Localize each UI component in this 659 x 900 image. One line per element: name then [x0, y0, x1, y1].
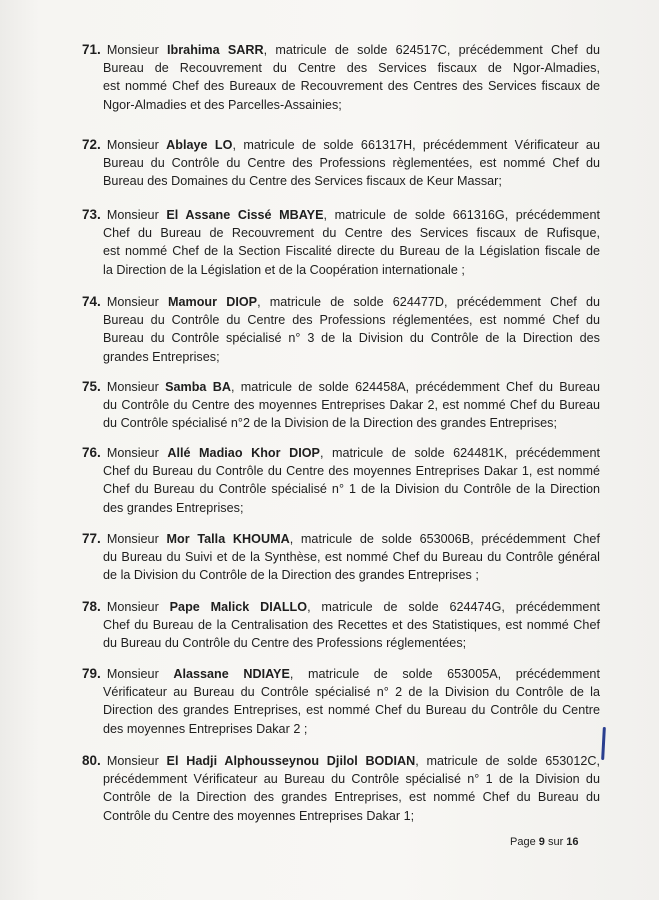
- person-name: El Hadji Alphousseynou Djilol BODIAN: [166, 754, 416, 768]
- person-name: Ibrahima SARR: [167, 43, 264, 57]
- appointment-entry-75: 75. Monsieur Samba BA, matricule de solde 624458A, précédemment Chef du Bureau du Contrôle du Centre des moyennes Entreprises Dakar 2, est nommé Chef du Bureau du Contrôle spécialisé n°2 de la Division de la Direction des grandes Entreprises;: [82, 379, 600, 431]
- appointment-entry-77: 77. Monsieur Mor Talla KHOUMA, matricule de solde 653006B, précédemment Chef du Bureau du Suivi et de la Synthèse, est nommé Chef du Bureau du Contrôle général de la Division du Contrôle de la Direction des grandes Entreprises ;: [82, 531, 600, 583]
- person-name: Mor Talla KHOUMA: [166, 532, 290, 546]
- pen-mark: [601, 727, 606, 760]
- appointment-entry-73: 73. Monsieur El Assane Cissé MBAYE, matricule de solde 661316G, précédemment Chef du Bureau de Recouvrement du Centre des Services fiscaux de Rufisque, est nommé Chef de la Section Fiscalité directe du Bureau de la Législation fiscale de la Direction de la Législation et de la Coopération internationale ;: [82, 207, 601, 277]
- page-number: Page 9 sur 16: [510, 836, 579, 848]
- person-name: Pape Malick DIALLO: [169, 600, 308, 614]
- appointment-entry-74: 74. Monsieur Mamour DIOP, matricule de solde 624477D, précédemment Chef du Bureau du Contrôle du Centre des Professions réglementées, est nommé Chef du Bureau du Contrôle spécialisé n° 3 de la Division du Contrôle de la Direction des grandes Entreprises;: [82, 294, 600, 364]
- person-name: Allé Madiao Khor DIOP: [167, 446, 320, 460]
- person-name: El Assane Cissé MBAYE: [166, 208, 324, 222]
- person-name: Mamour DIOP: [167, 295, 258, 309]
- person-name: Ablaye LO: [166, 138, 233, 152]
- person-name: Samba BA: [165, 380, 231, 394]
- appointment-entry-78: 78. Monsieur Pape Malick DIALLO, matricule de solde 624474G, précédemment Chef du Bureau de la Centralisation des Recettes et des Statistiques, est nommé Chef du Bureau du Contrôle du Centre des Professions réglementées;: [82, 599, 600, 651]
- appointment-entry-71: 71. Monsieur Ibrahima SARR, matricule de solde 624517C, précédemment Chef du Bureau de Recouvrement du Centre des Services fiscaux de Ngor-Almadies, est nommé Chef des Bureaux de Recouvrement des Centres des Services fiscaux de Ngor-Almadies et des Parcelles-Assainies;: [82, 42, 600, 112]
- appointment-entry-79: 79. Monsieur Alassane NDIAYE, matricule de solde 653005A, précédemment Vérificateur au Bureau du Contrôle spécialisé n° 2 de la Division du Contrôle de la Direction des grandes Entreprises, est nommé Chef du Bureau du Contrôle du Centre des moyennes Entreprises Dakar 2 ;: [82, 666, 600, 736]
- person-name: Alassane NDIAYE: [173, 667, 290, 681]
- appointment-entry-76: 76. Monsieur Allé Madiao Khor DIOP, matricule de solde 624481K, précédemment Chef du Bureau du Contrôle du Centre des moyennes Entreprises Dakar 1, est nommé Chef du Bureau du Contrôle spécialisé n° 1 de la Division du Contrôle de la Direction des grandes Entreprises;: [82, 445, 600, 515]
- appointment-entry-80: 80. Monsieur El Hadji Alphousseynou Djilol BODIAN, matricule de solde 653012C, précédemment Vérificateur au Bureau du Contrôle spécialisé n° 1 de la Division du Contrôle de la Direction des grandes Entreprises, est nommé Chef du Bureau du Contrôle du Centre des moyennes Entreprises Dakar 1;: [82, 753, 600, 823]
- appointment-entry-72: 72. Monsieur Ablaye LO, matricule de solde 661317H, précédemment Vérificateur au Bureau du Contrôle du Centre des Professions règlementées, est nommé Chef du Bureau des Domaines du Centre des Services fiscaux de Keur Massar;: [82, 137, 600, 189]
